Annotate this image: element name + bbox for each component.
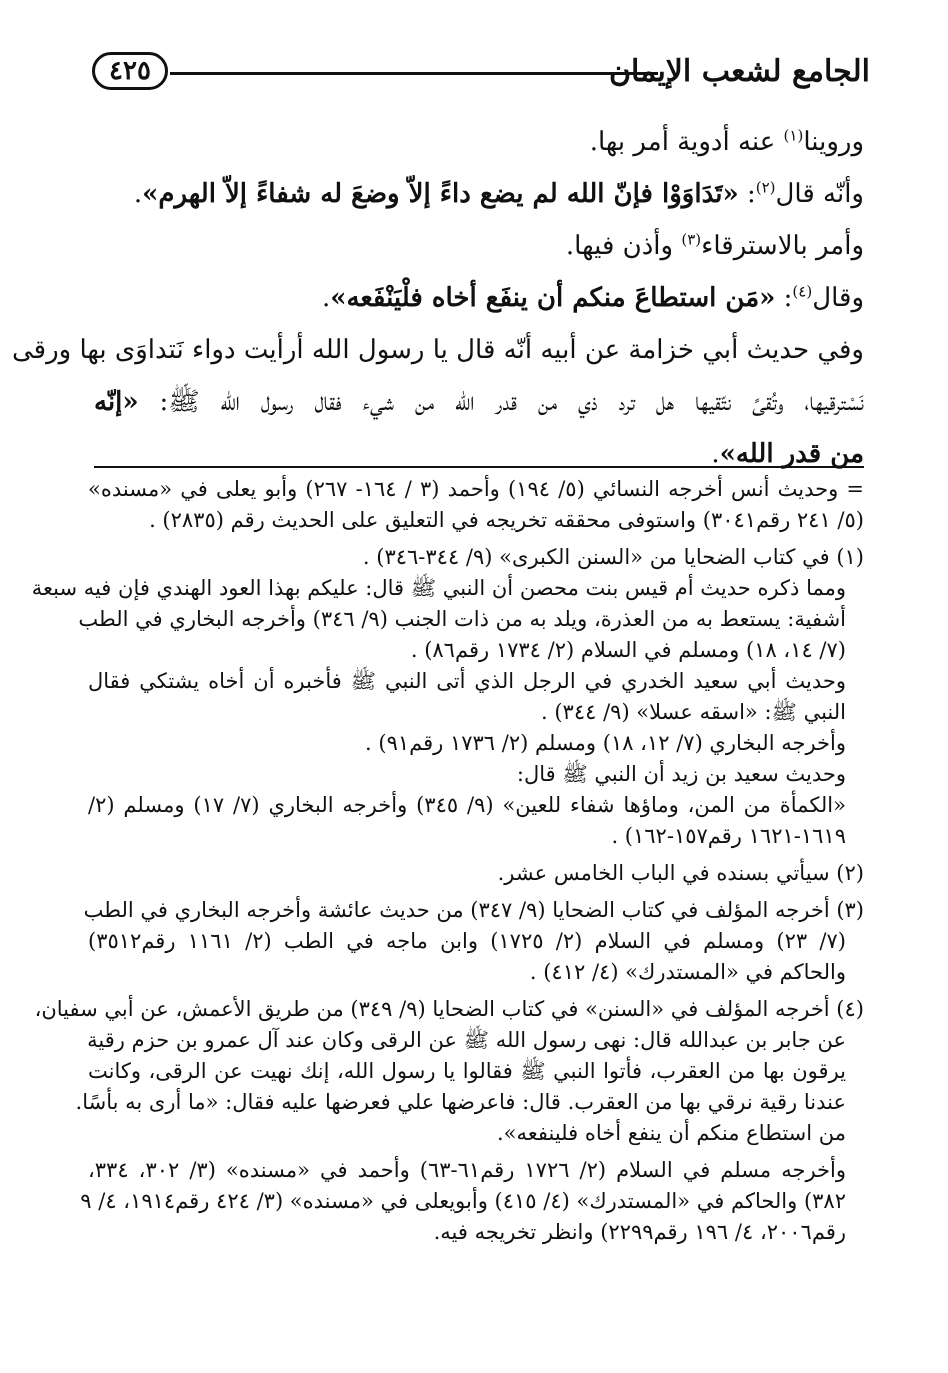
footnote-ref[interactable]: (٣): [681, 230, 702, 249]
footnote-line: (٧/ ٢٣) ومسلم في السلام (٢/ ١٧٢٥) وابن ماجه في الطب (٢/ ١١٦١ رقم٣٥١٢): [88, 929, 846, 953]
page-number: ٤٢٥: [92, 52, 168, 90]
main-line: نَسْترقيها، وتُقىً نتّقيها هل ترد ذي من قدر الله من شيء فقال رسول الله ﷺ: «إنّه: [94, 387, 864, 417]
footnote-line: «الكمأة من المن، وماؤها شفاء للعين» (٩/ ٣٤٥) وأخرجه البخاري (٧/ ١٧) ومسلم (٢/: [88, 793, 846, 817]
footnote-line: وأخرجه البخاري (٧/ ١٢، ١٨) ومسلم (٢/ ١٧٣٦ رقم٩١) .: [365, 731, 846, 755]
hadith-quote: «تَدَاوَوْا فإنّ الله لم يضع داءً إلاّ وضعَ له شفاءً إلاّ الهرم»: [142, 179, 739, 209]
footnote-line: والحاكم في «المستدرك» (٤/ ٤١٢) .: [529, 960, 846, 984]
footnote-line: وحديث سعيد بن زيد أن النبي ﷺ قال:: [516, 762, 846, 786]
main-line: وأمر بالاسترقاء$^{(٣)}$ وأذن فيها.: [565, 230, 864, 261]
footnote-line: (٣) أخرجه المؤلف في كتاب الضحايا (٩/ ٣٤٧) من حديث عائشة وأخرجه البخاري في الطب: [83, 898, 864, 922]
main-text: [11, 116, 864, 480]
main-line: وقال$^{(٤)}$: «مَن استطاعَ منكم أن ينفَع أخاه فلْيَنْفَعه».: [321, 282, 864, 313]
footnote-line: (٧/ ١٤، ١٨) ومسلم في السلام (٢/ ١٧٣٤ رقم٨٦) .: [410, 638, 846, 662]
footnote-line: (١) في كتاب الضحايا من «السنن الكبرى» (٩/ ٣٤٤-٣٤٦) .: [362, 545, 864, 569]
footnote-ref[interactable]: (٢): [755, 178, 776, 197]
footnote-line: (٢) سيأتي بسنده في الباب الخامس عشر.: [497, 861, 864, 885]
footnote-line: عن جابر بن عبدالله قال: نهى رسول الله ﷺ عن الرقى وكان عند آل عمرو بن حزم رقية: [87, 1028, 846, 1052]
footnote-ref[interactable]: (٤): [792, 282, 813, 301]
running-title: الجامع لشعب الإيمان: [608, 54, 870, 89]
footnote-line: عندنا رقية نرقي بها من العقرب. قال: فاعرضها علي فعرضها عليه فقال: «ما أرى به بأسًا.: [75, 1090, 846, 1114]
footnote-line: أشفية: يستعط به من العذرة، ويلد به من ذات الجنب (٩/ ٣٤٦) وأخرجه البخاري في الطب: [78, 607, 846, 631]
footnotes: [31, 474, 865, 1248]
footnote-separator: [94, 466, 864, 468]
footnote-line: ١٦١٩-١٦٢١ رقم١٥٧-١٦٢) .: [611, 824, 846, 848]
footnote-line: ٣٨٢) والحاكم في «المستدرك» (٤/ ٤١٥) وأبويعلى في «مسنده» (٣/ ٤٢٤ رقم١٩١٤، ٤/ ٩: [80, 1189, 846, 1213]
hadith-quote: من قدر الله»: [719, 439, 864, 469]
main-line: من قدر الله».: [711, 439, 864, 469]
footnote-line: يرقون بها من العقرب، فأتوا النبي ﷺ فقالوا يا رسول الله، إنك نهيت عن الرقى، وكانت: [88, 1059, 846, 1083]
footnote-line: = وحديث أنس أخرجه النسائي (٥/ ١٩٤) وأحمد (٣ / ١٦٤- ٢٦٧) وأبو يعلى في «مسنده»: [88, 477, 865, 501]
footnote-line: (٤) أخرجه المؤلف في «السنن» في كتاب الضحايا (٩/ ٣٤٩) من طريق الأعمش، عن أبي سفيان،: [34, 997, 864, 1021]
footnote-line: ومما ذكره حديث أم قيس بنت محصن أن النبي ﷺ قال: عليكم بهذا العود الهندي فإن فيه سبعة: [31, 576, 846, 600]
footnote-line: (٥/ ٢٤١ رقم٣٠٤١) واستوفى محققه تخريجه في التعليق على الحديث رقم (٢٨٣٥) .: [149, 508, 864, 532]
main-line: وفي حديث أبي خزامة عن أبيه أنّه قال يا رسول الله أرأيت دواء نَتداوَى بها ورقى: [11, 335, 864, 365]
footnote-line: من استطاع منكم أن ينفع أخاه فلينفعه».: [496, 1121, 846, 1145]
page-header: [92, 48, 870, 98]
footnote-line: وحديث أبي سعيد الخدري في الرجل الذي أتى النبي ﷺ فأخبره أن أخاه يشتكي فقال: [88, 669, 846, 693]
footnote-line: النبي ﷺ: «اسقه عسلا» (٩/ ٣٤٤) .: [541, 700, 846, 724]
main-line: وروينا$^{(١)}$ عنه أدوية أمر بها.: [589, 126, 864, 157]
footnote-line: وأخرجه مسلم في السلام (٢/ ١٧٢٦ رقم٦١-٦٣) وأحمد في «مسنده» (٣/ ٣٠٢، ٣٣٤،: [88, 1158, 846, 1182]
header-rule: [170, 72, 658, 75]
footnote-ref[interactable]: (١): [783, 126, 804, 145]
footnote-line: رقم٢٠٠٦، ٤/ ١٩٦ رقم٢٢٩٩) وانظر تخريجه فيه.: [433, 1220, 846, 1244]
main-line: وأنّه قال$^{(٢)}$: «تَدَاوَوْا فإنّ الله لم يضع داءً إلاّ وضعَ له شفاءً إلاّ الهرم».: [133, 178, 864, 209]
hadith-quote: «مَن استطاعَ منكم أن ينفَع أخاه فلْيَنْفَعه»: [330, 283, 776, 313]
hadith-quote: «إنّه: [94, 387, 139, 417]
